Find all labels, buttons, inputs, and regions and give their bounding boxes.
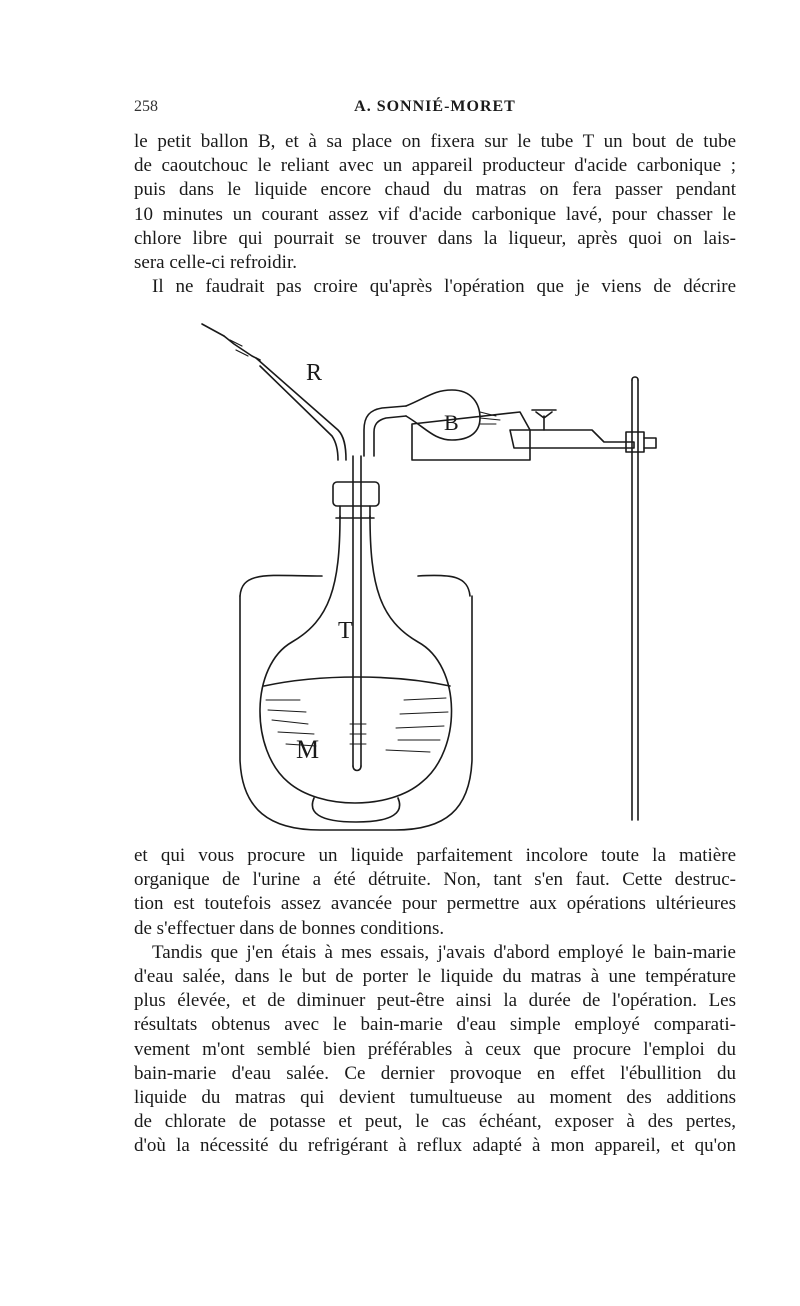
text-line: de caoutchouc le reliant avec un appareil producteur d'acide carbonique ; (134, 155, 736, 177)
water-bath (240, 596, 472, 830)
text-line: d'où la nécessité du refrigérant à reflux adapté à mon appareil, et qu'on (134, 1135, 736, 1157)
text-line: résultats obtenus avec le bain-marie d'eau simple employé comparati- (134, 1014, 736, 1036)
text-line: d'eau salée, dans le but de porter le liquide du matras à une température (134, 965, 736, 987)
text-line: organique de l'urine a été détruite. Non, tant s'en faut. Cette destruc- (134, 869, 736, 891)
text-line: Il ne faudrait pas croire qu'après l'opération que je viens de décrire (152, 276, 736, 298)
text-line: et qui vous procure un liquide parfaitement incolore toute la matière (134, 845, 736, 866)
text-line: plus élevée, et de diminuer peut-être ainsi la durée de l'opération. Les (134, 990, 736, 1012)
water-bath-rim (240, 575, 322, 596)
apparatus-illustration (190, 320, 670, 836)
page-number: 258 (134, 98, 158, 115)
page-header (134, 98, 736, 122)
label-b: B (444, 410, 459, 435)
text-line: bain-marie d'eau salée. Ce dernier provoque en effet l'ébullition du (134, 1062, 736, 1084)
flask-base (312, 798, 399, 822)
clamp-screw (532, 410, 556, 430)
water-bath-rim (418, 575, 470, 596)
condenser-tube-r (256, 358, 346, 460)
text-line: de chlorate de potasse et peut, le cas échéant, exposer à des pertes, (134, 1111, 736, 1133)
text-line: de s'effectuer dans de bonnes conditions. (134, 917, 445, 939)
stand-knob (644, 438, 656, 448)
stand-rod (632, 380, 638, 820)
apparatus-figure (190, 320, 670, 836)
label-r: R (306, 360, 323, 386)
text-line: Tandis que j'en étais à mes essais, j'avais d'abord employé le bain-marie (152, 941, 736, 963)
flask-body (260, 516, 452, 803)
stand-rod-top (632, 377, 638, 380)
condenser-joint (224, 336, 260, 360)
text-line: vement m'ont semblé bien préférables à ceux que procure l'emploi du (134, 1038, 736, 1060)
text-line: puis dans le liquide encore chaud du matras on fera passer pendant (134, 179, 736, 201)
text-line: liquide du matras qui devient tumultueuse au moment des additions (134, 1086, 736, 1108)
tube-t-end (353, 766, 361, 771)
paragraph-bottom (134, 844, 736, 1158)
bent-tube (364, 406, 406, 456)
paragraph-top (134, 130, 736, 299)
clamp-arm (510, 430, 634, 448)
stopper (333, 482, 379, 506)
running-head: A. SONNIÉ-MORET (354, 98, 516, 115)
text-line: sera celle-ci refroidir. (134, 251, 297, 273)
condenser-tip (202, 324, 224, 336)
text-line: 10 minutes un courant assez vif d'acide carbonique lavé, pour chasser le (134, 203, 736, 225)
label-m: M (296, 735, 320, 764)
text-line: tion est toutefois assez avancée pour permettre aux opérations ultérieures (134, 893, 736, 915)
text-line: chlore libre qui pourrait se trouver dans la liqueur, après quoi on lais- (134, 227, 736, 249)
flask-neck (336, 506, 374, 518)
liquid-shading (386, 698, 448, 752)
liquid-surface (264, 677, 450, 686)
ballon-b (406, 390, 480, 440)
tube-t (353, 456, 361, 766)
text-line: le petit ballon B, et à sa place on fixera sur le tube T un bout de tube (134, 131, 736, 152)
label-t: T (338, 618, 353, 644)
